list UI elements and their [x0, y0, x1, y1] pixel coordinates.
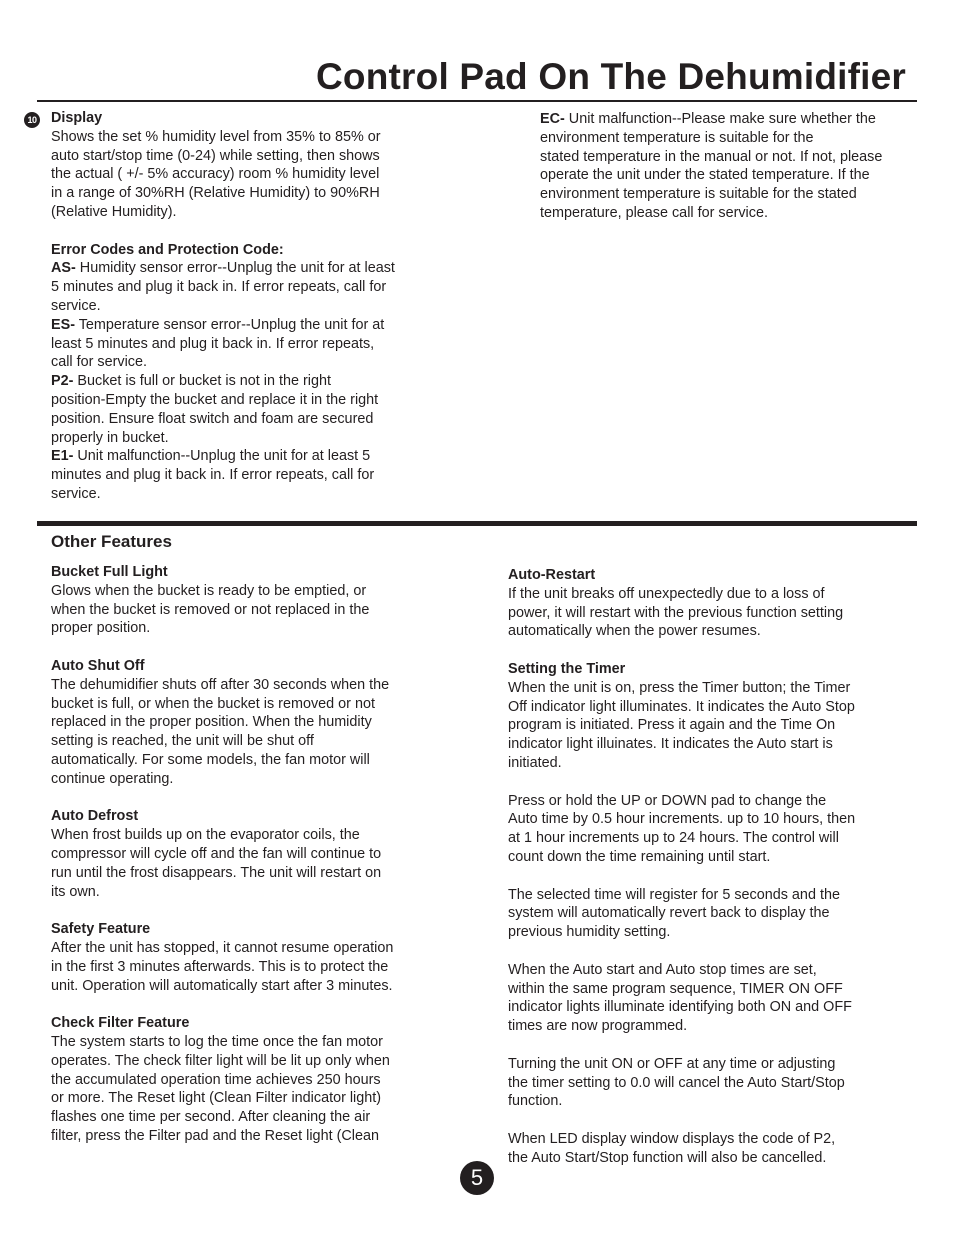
error-code-as: AS- Humidity sensor error--Unplug the unit for at least: [51, 260, 395, 277]
setting-timer-heading: Setting the Timer: [508, 660, 626, 677]
item-number-marker: 10: [24, 112, 40, 128]
bucket-full-heading: Bucket Full Light: [51, 564, 168, 580]
display-section: [51, 109, 441, 504]
page-number: 5: [460, 1161, 494, 1195]
body-line: the accumulated operation time achieves 250 hours: [51, 1071, 381, 1088]
body-line: compressor will cycle off and the fan will continue to: [51, 845, 382, 862]
error-codes-heading: Error Codes and Protection Code:: [51, 241, 284, 258]
body-line: setting is reached, the unit will be shut off: [51, 733, 314, 750]
title-rule: [37, 100, 917, 102]
error-line: stated temperature in the manual or not. If not, please: [540, 148, 883, 165]
body-line: continue operating.: [51, 770, 174, 787]
body-line: When LED display window displays the code of P2,: [508, 1130, 836, 1147]
body-line: count down the time remaining until start.: [508, 848, 771, 865]
body-line: previous humidity setting.: [508, 924, 671, 941]
body-line: bucket is full, or when the bucket is removed or not: [51, 695, 375, 712]
display-line: in a range of 30%RH (Relative Humidity) to 90%RH: [51, 185, 380, 202]
error-code-ec-section: [540, 110, 930, 223]
body-line: indicator light illuinates. It indicates the Auto start is: [508, 736, 833, 753]
body-line: After the unit has stopped, it cannot resume operation: [51, 939, 394, 956]
error-line: environment temperature is suitable for the stated: [540, 186, 857, 203]
body-line: system will automatically revert back to display the: [508, 905, 830, 922]
error-line: call for service.: [51, 354, 147, 371]
body-line: filter, press the Filter pad and the Reset light (Clean: [51, 1127, 379, 1144]
body-line: the timer setting to 0.0 will cancel the Auto Start/Stop: [508, 1074, 845, 1091]
body-line: or more. The Reset light (Clean Filter indicator light): [51, 1090, 382, 1107]
auto-restart-heading: Auto-Restart: [508, 567, 596, 583]
error-line: minutes and plug it back in. If error repeats, call for: [51, 467, 375, 484]
body-line: within the same program sequence, TIMER ON OFF: [508, 980, 843, 997]
display-line: auto start/stop time (0-24) while setting, then shows: [51, 147, 380, 164]
body-line: initiated.: [508, 754, 562, 771]
body-line: program is initiated. Press it again and the Time On: [508, 717, 836, 734]
body-line: The system starts to log the time once the fan motor: [51, 1033, 383, 1050]
body-line: The selected time will register for 5 seconds and the: [508, 886, 840, 903]
body-line: function.: [508, 1093, 563, 1110]
body-line: Glows when the bucket is ready to be emptied, or: [51, 582, 367, 599]
display-line: (Relative Humidity).: [51, 203, 177, 220]
error-line: 5 minutes and plug it back in. If error repeats, call for: [51, 279, 387, 296]
other-features-left-column: [51, 563, 441, 1146]
body-line: Turning the unit ON or OFF at any time or adjusting: [508, 1055, 836, 1072]
error-code-e1: E1- Unit malfunction--Unplug the unit for at least 5: [51, 448, 371, 465]
error-code-p2: P2- Bucket is full or bucket is not in the right: [51, 373, 331, 390]
auto-defrost-heading: Auto Defrost: [51, 808, 139, 825]
body-line: flashes one time per second. After cleaning the air: [51, 1109, 371, 1126]
body-line: indicator lights illuminate identifying both ON and OFF: [508, 999, 852, 1016]
error-line: service.: [51, 297, 101, 314]
body-line: the Auto Start/Stop function will also be cancelled.: [508, 1149, 827, 1166]
body-line: When the Auto start and Auto stop times are set,: [508, 961, 817, 978]
body-line: The dehumidifier shuts off after 30 seconds when the: [51, 676, 390, 693]
auto-shut-off-heading: Auto Shut Off: [51, 657, 145, 674]
body-line: Off indicator light illuminates. It indicates the Auto Stop: [508, 698, 855, 715]
section-divider: [37, 521, 917, 526]
error-line: environment temperature is suitable for the: [540, 129, 814, 146]
body-line: power, it will restart with the previous function setting: [508, 604, 844, 621]
body-line: automatically. For some models, the fan motor will: [51, 751, 370, 768]
body-line: Auto time by 0.5 hour increments. up to 10 hours, then: [508, 811, 856, 828]
body-line: When the unit is on, press the Timer button; the Timer: [508, 679, 851, 696]
error-code-ec: EC- Unit malfunction--Please make sure whether the: [540, 111, 876, 127]
error-line: service.: [51, 485, 101, 502]
body-line: automatically when the power resumes.: [508, 623, 761, 640]
page-title: Control Pad On The Dehumidifier: [316, 56, 906, 97]
body-line: times are now programmed.: [508, 1018, 688, 1035]
body-line: when the bucket is removed or not replaced in the: [51, 601, 370, 618]
body-line: in the first 3 minutes afterwards. This is to protect the: [51, 958, 389, 975]
body-line: unit. Operation will automatically start after 3 minutes.: [51, 977, 393, 994]
body-line: replaced in the proper position. When the humidity: [51, 714, 372, 731]
display-heading: Display: [51, 110, 103, 126]
body-line: Press or hold the UP or DOWN pad to change the: [508, 792, 827, 809]
body-line: When frost builds up on the evaporator coils, the: [51, 827, 360, 844]
safety-feature-heading: Safety Feature: [51, 921, 151, 938]
error-line: properly in bucket.: [51, 429, 169, 446]
error-code-es: ES- Temperature sensor error--Unplug the unit for at: [51, 316, 385, 333]
body-line: its own.: [51, 883, 100, 900]
body-line: operates. The check filter light will be lit up only when: [51, 1052, 390, 1069]
body-line: at 1 hour increments up to 24 hours. The control will: [508, 830, 839, 847]
body-line: proper position.: [51, 620, 151, 637]
body-line: run until the frost disappears. The unit will restart on: [51, 864, 382, 881]
display-line: the actual ( +/- 5% accuracy) room % humidity level: [51, 166, 380, 183]
other-features-heading: Other Features: [51, 532, 172, 551]
other-features-right-column: [508, 566, 908, 1168]
error-line: position-Empty the bucket and replace it in the right: [51, 391, 379, 408]
error-line: operate the unit under the stated temperature. If the: [540, 167, 870, 184]
body-line: If the unit breaks off unexpectedly due to a loss of: [508, 585, 825, 602]
error-line: temperature, please call for service.: [540, 204, 768, 221]
error-line: least 5 minutes and plug it back in. If error repeats,: [51, 335, 375, 352]
check-filter-heading: Check Filter Feature: [51, 1015, 190, 1032]
display-line: Shows the set % humidity level from 35% to 85% or: [51, 128, 381, 145]
error-line: position. Ensure float switch and foam are secured: [51, 410, 374, 427]
